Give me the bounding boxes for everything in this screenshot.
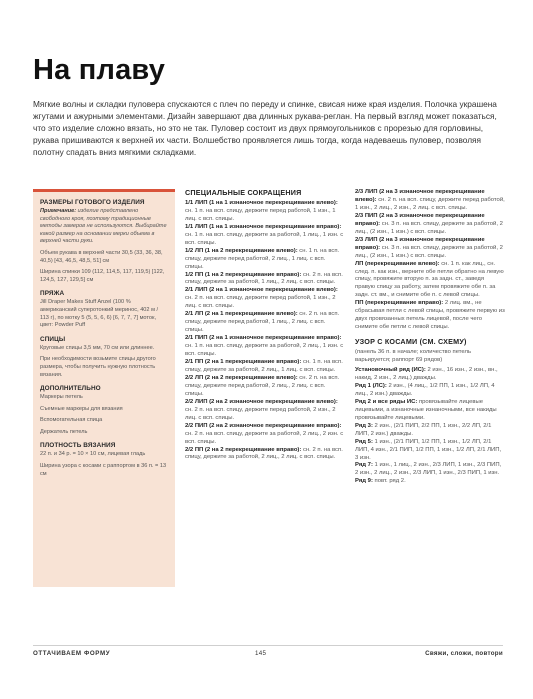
abbreviations-list bbox=[185, 200, 345, 462]
pattern-note: (панель 36 п. в начале; количество петель варьируется; раппорт 69 рядов) bbox=[355, 349, 472, 364]
right-abbreviations-list bbox=[355, 189, 505, 332]
needles-text: Круговые спицы 3,5 мм, 70 см или длиннее. bbox=[40, 344, 155, 351]
abbreviation-entry-term: ПП (перекрещивание вправо): bbox=[355, 300, 444, 307]
sizes-heading: РАЗМЕРЫ ГОТОВОГО ИЗДЕЛИЯ bbox=[40, 199, 145, 206]
footer-book-title: Свяжи, сложи, повтори bbox=[425, 650, 503, 657]
gauge-section bbox=[40, 442, 168, 478]
extras-heading: ДОПОЛНИТЕЛЬНО bbox=[40, 385, 101, 393]
abbreviation-entry bbox=[185, 248, 345, 272]
abbreviation-entry-text: сн. 1 п. на всп. спицу, держите перед работой, 2 лиц., 1 лиц. с всп. спицы. bbox=[185, 247, 340, 270]
abbreviations-heading: СПЕЦИАЛЬНЫЕ СОКРАЩЕНИЯ bbox=[185, 188, 302, 197]
abbreviation-entry-text: сн. 1 п. как лиц., сн. след. п. как изн., верните обе петли обратно на левую спицу, провяжите вторую п. за задн. ст., заведя правую спицу за работу, затем провяжите обе п. за задн. ст. вм., и снимите обе п. с левой спицы. bbox=[355, 260, 504, 299]
pattern-row-text: провязывайте лицевые лицевыми, а изнаночные изнаночными, все накиды провязывайте лицевыми. bbox=[355, 398, 497, 421]
abbreviation-entry-text: сн. 2 п. на всп. спицу, держите перед работой, 1 лиц., 2 лиц. с всп. спицы. bbox=[185, 311, 340, 334]
pattern-row-term: Установочный ряд (ИС): bbox=[355, 367, 426, 374]
extras-item: Вспомогательная спица bbox=[40, 417, 103, 424]
extras-item: Маркеры петель bbox=[40, 394, 83, 401]
pattern-row bbox=[355, 462, 505, 478]
pattern-row-text: 1 изн., (2/1 ПИП, 1/2 ПП, 1 изн., 1/2 ЛП, 2/1 ЛИП, 4 изн., 2/1 ПИП, 1/2 ПП, 1 изн., 1/2 ЛП, 2/1 ЛИП, 3 изн. bbox=[355, 438, 502, 461]
abbreviation-entry bbox=[185, 423, 345, 447]
materials-sidebar bbox=[33, 189, 175, 587]
yarn-text: Jill Draper Makes Stuff Anzel (100 % американский суперотонкий меринос, 402 м / 113 г), по мотку 5 (5, 5, 6, 6) [6, 7, 7, 7] моток, цвет: Powder Puff bbox=[40, 299, 159, 329]
abbreviation-entry-term: 2/2 ПП (2 на 2 перекрещивание вправо): bbox=[185, 446, 302, 453]
gauge-pattern-text: Ширина узора с косами с раппортом в 36 п. = 13 см bbox=[40, 463, 167, 477]
pattern-row-term: Ряд 3: bbox=[355, 422, 373, 429]
abbreviation-entry-text: сн. 1 п. на всп. спицу, держите за работой, 2 лиц., 1 изн. с всп. спицы. bbox=[185, 343, 344, 358]
abbreviation-entry-text: сн. 3 п. на всп. спицу, держите за работой, 2 лиц., (2 изн., 1 изн.) с всп. спицы. bbox=[355, 244, 503, 259]
pattern-heading: УЗОР С КОСАМИ (СМ. СХЕМУ) bbox=[355, 337, 467, 347]
pattern-row-term: Ряд 9: bbox=[355, 478, 373, 485]
pattern-row bbox=[355, 399, 505, 423]
right-column bbox=[355, 189, 505, 486]
abbreviation-entry bbox=[185, 447, 345, 463]
pattern-row-term: Ряд 5: bbox=[355, 438, 373, 445]
pattern-row-term: Ряд 1 (ЛС): bbox=[355, 382, 387, 389]
abbreviation-entry bbox=[355, 213, 505, 237]
extras-item: Держатель петель bbox=[40, 428, 88, 435]
abbreviation-entry bbox=[185, 359, 345, 375]
pattern-row bbox=[355, 439, 505, 463]
abbreviation-entry-text: сн. 2 п. на всп. спицу, держите перед работой, 2 изн., 2 лиц. с всп. спицы. bbox=[185, 406, 336, 421]
needles-note: При необходимости возьмите спицы другого размера, чтобы получить нужную плотность вязания. bbox=[40, 356, 156, 378]
sizes-note bbox=[40, 208, 168, 246]
abbreviation-entry bbox=[185, 287, 345, 311]
abbreviation-entry bbox=[355, 261, 505, 301]
abbreviation-entry-text: сн. 2 п. на всп. спицу, держите за работой, 2 лиц., 2 лиц. с всп. спицы. bbox=[185, 446, 343, 461]
abbreviation-entry-term: 1/2 ЛП (1 на 2 перекрещивание влево): bbox=[185, 247, 298, 254]
footer-section-title: ОТТАЧИВАЕМ ФОРМУ bbox=[33, 650, 111, 657]
page-title: На плаву bbox=[33, 54, 166, 86]
pattern-row bbox=[355, 367, 505, 383]
yarn-section bbox=[40, 290, 168, 329]
abbreviation-entry bbox=[185, 399, 345, 423]
pattern-row bbox=[355, 423, 505, 439]
abbreviation-entry-term: 2/3 ПИП (2 на 3 изнаночное перекрещивание вправо): bbox=[355, 212, 485, 227]
sizes-section bbox=[40, 199, 168, 284]
abbreviation-entry-term: ЛП (перекрещивание влево): bbox=[355, 260, 440, 267]
abbreviation-entry-term: 2/1 ПИП (2 на 1 изнаночное перекрещивание вправо): bbox=[185, 335, 342, 342]
note-label: Примечание: bbox=[40, 208, 77, 214]
abbreviation-entry-term: 1/2 ПП (1 на 2 перекрещивание вправо): bbox=[185, 271, 302, 278]
needles-section bbox=[40, 336, 168, 379]
abbreviation-entry-text: сн. 1 п. на всп. спицу, держите за работой, 2 лиц., 1 лиц. с всп. спицы. bbox=[185, 359, 343, 373]
abbreviation-entry bbox=[185, 375, 345, 399]
abbreviation-entry bbox=[355, 189, 505, 213]
abbreviation-entry-term: 2/3 ЛИП (2 на 3 изнаночное перекрещивание влево): bbox=[355, 189, 485, 203]
pattern-row-term: Ряд 7: bbox=[355, 462, 373, 469]
abbreviation-entry-text: сн. 1 п. на всп. спицу, держите за работой, 1 лиц., 1 изн. с всп. спицы. bbox=[185, 231, 344, 246]
page-number: 145 bbox=[255, 650, 267, 657]
abbreviation-entry-term: 2/2 ЛИП (2 на 2 изнаночное перекрещивание влево): bbox=[185, 398, 338, 405]
abbreviation-entry-text: сн. 2 п. на всп. спицу, держите перед работой, 1 изн., 2 лиц., 2 изн., 2 лиц. с всп. спицы. bbox=[355, 196, 505, 211]
abbreviation-entry-text: сн. 2 п. на всп. спицу, держите за работой, 2 лиц., 2 изн. с всп. спицы. bbox=[185, 430, 344, 445]
needles-heading: СПИЦЫ bbox=[40, 335, 66, 343]
abbreviation-entry bbox=[355, 300, 505, 332]
abbreviation-entry-term: 2/2 ПИП (2 на 2 изнаночное перекрещивание вправо): bbox=[185, 422, 342, 429]
pattern-row-text: повт. ряд 2. bbox=[372, 478, 406, 485]
abbreviation-entry-term: 1/1 ЛИП (1 на 1 изнаночное перекрещивание вправо): bbox=[185, 223, 342, 230]
pattern-row-text: 2 изн., (2/1 ПИП, 2/2 ПП, 1 изн., 2/2 ЛП, 2/1 ЛИП, 2 изн.) дважды. bbox=[355, 422, 492, 437]
intro-paragraph: Мягкие волны и складки пуловера спускаются с плеч по переду и спинке, свисая ниже края изделия. Полочка украшена жгутами и ажурными элементами. Дизайн завершают два длинных рукава-реглан. На первый взгляд может показаться, что это изделие сложно вязать, но это не так. Пуловер состоит из двух прямоугольников с прорезью для горловины, рукава пришиваются к верхней их части. Волшебство проявляется лишь тогда, когда надеваешь пуловер, позволяя полотну спадать вниз мягкими складками. bbox=[33, 99, 497, 158]
extras-section bbox=[40, 385, 168, 436]
abbreviation-entry-term: 2/3 ЛИП (2 на 3 изнаночное перекрещивание вправо): bbox=[355, 236, 485, 251]
abbreviation-entry-term: 2/1 ЛИП (2 на 1 изнаночное перекрещивание влево): bbox=[185, 287, 338, 294]
abbreviation-entry-term: 1/1 ЛИП (1 на 1 изнаночное перекрещивание влево): bbox=[185, 199, 338, 206]
abbreviation-entry-text: сн. 2 п. на всп. спицу, держите перед работой, 1 изн., 2 лиц. с всп. спицы. bbox=[185, 295, 336, 310]
abbreviations-column bbox=[185, 189, 345, 462]
abbreviation-entry bbox=[355, 237, 505, 261]
abbreviation-entry-term: 2/2 ЛП (2 на 2 перекрещивание влево): bbox=[185, 374, 298, 381]
sleeve-size: Объем рукава в верхней части 30,5 (33, 36, 38, 40,5) [43, 46,5, 48,5, 51] см bbox=[40, 249, 163, 264]
abbreviation-entry-text: сн. 2 п. на всп. спицу, держите перед работой, 2 лиц., 2 лиц. с всп. спицы. bbox=[185, 374, 340, 397]
pattern-row-text: 2 изн., 16 изн., 2 изн., вн., накид, 2 изн., 2 лиц.) дважды. bbox=[355, 367, 498, 381]
gauge-heading: ПЛОТНОСТЬ ВЯЗАНИЯ bbox=[40, 442, 116, 450]
gauge-text: 22 п. и 34 р. = 10 × 10 см, лицевая гладь bbox=[40, 451, 146, 458]
abbreviation-entry bbox=[185, 200, 345, 224]
abbreviation-entry bbox=[185, 224, 345, 248]
abbreviation-entry bbox=[185, 335, 345, 359]
page-footer bbox=[33, 645, 503, 660]
abbreviation-entry-text: сн. 1 п. на всп. спицу, держите перед работой, 1 изн., 1 лиц. с всп. спицы. bbox=[185, 207, 336, 222]
back-width: Ширина спинки 109 (112, 114,5, 117, 119,5) [122, 124,5, 127, 129,5] см bbox=[40, 269, 165, 283]
pattern-row-text: 1 изн., 1 лиц., 2 изн., 2/3 ЛИП, 1 изн., 2/3 ПИП, 2 изн., 2 лиц., 2 изн., 2/3 ЛИП, 1 изн., 2/3 ПИП, 1 изн. bbox=[355, 462, 502, 477]
abbreviation-entry-text: сн. 3 п. на всп. спицу, держите за работой, 2 лиц., (2 изн., 1 изн.) с всп. спицы. bbox=[355, 220, 503, 235]
pattern-row-text: 2 изн., (4 лиц., 1/2 ПП, 1 изн., 1/2 ЛП, 4 лиц., 2 изн.) дважды. bbox=[355, 382, 495, 397]
abbreviation-entry-term: 2/1 ЛП (2 на 1 перекрещивание влево): bbox=[185, 311, 298, 318]
pattern-rows-list bbox=[355, 367, 505, 486]
yarn-heading: ПРЯЖА bbox=[40, 290, 65, 298]
abbreviation-entry-term: 2/1 ПП (2 на 1 перекрещивание вправо): bbox=[185, 359, 302, 366]
abbreviation-entry-text: сн. 2 п. на всп. спицу, держите за работой, 1 лиц., 2 лиц. с всп. спицы. bbox=[185, 271, 343, 286]
pattern-row bbox=[355, 478, 505, 486]
note-text: изделие представлено свободного кроя, поэтому традиционные методы замеров не используются. Выбирайте какой размер на основании мерки объема в верхней части руки. bbox=[40, 208, 167, 245]
abbreviation-entry-text: 2 лиц. вм., не сбрасывая петли с левой спицы, провяжите первую из двух провязанных петель лицевой, после чего снимите обе петли с левой спицы. bbox=[355, 300, 505, 331]
extras-item: Съемные маркеры для вязания bbox=[40, 405, 123, 412]
abbreviation-entry bbox=[185, 311, 345, 335]
pattern-row-term: Ряд 2 и все ряды ИС: bbox=[355, 398, 418, 405]
abbreviation-entry bbox=[185, 272, 345, 288]
pattern-row bbox=[355, 383, 505, 399]
